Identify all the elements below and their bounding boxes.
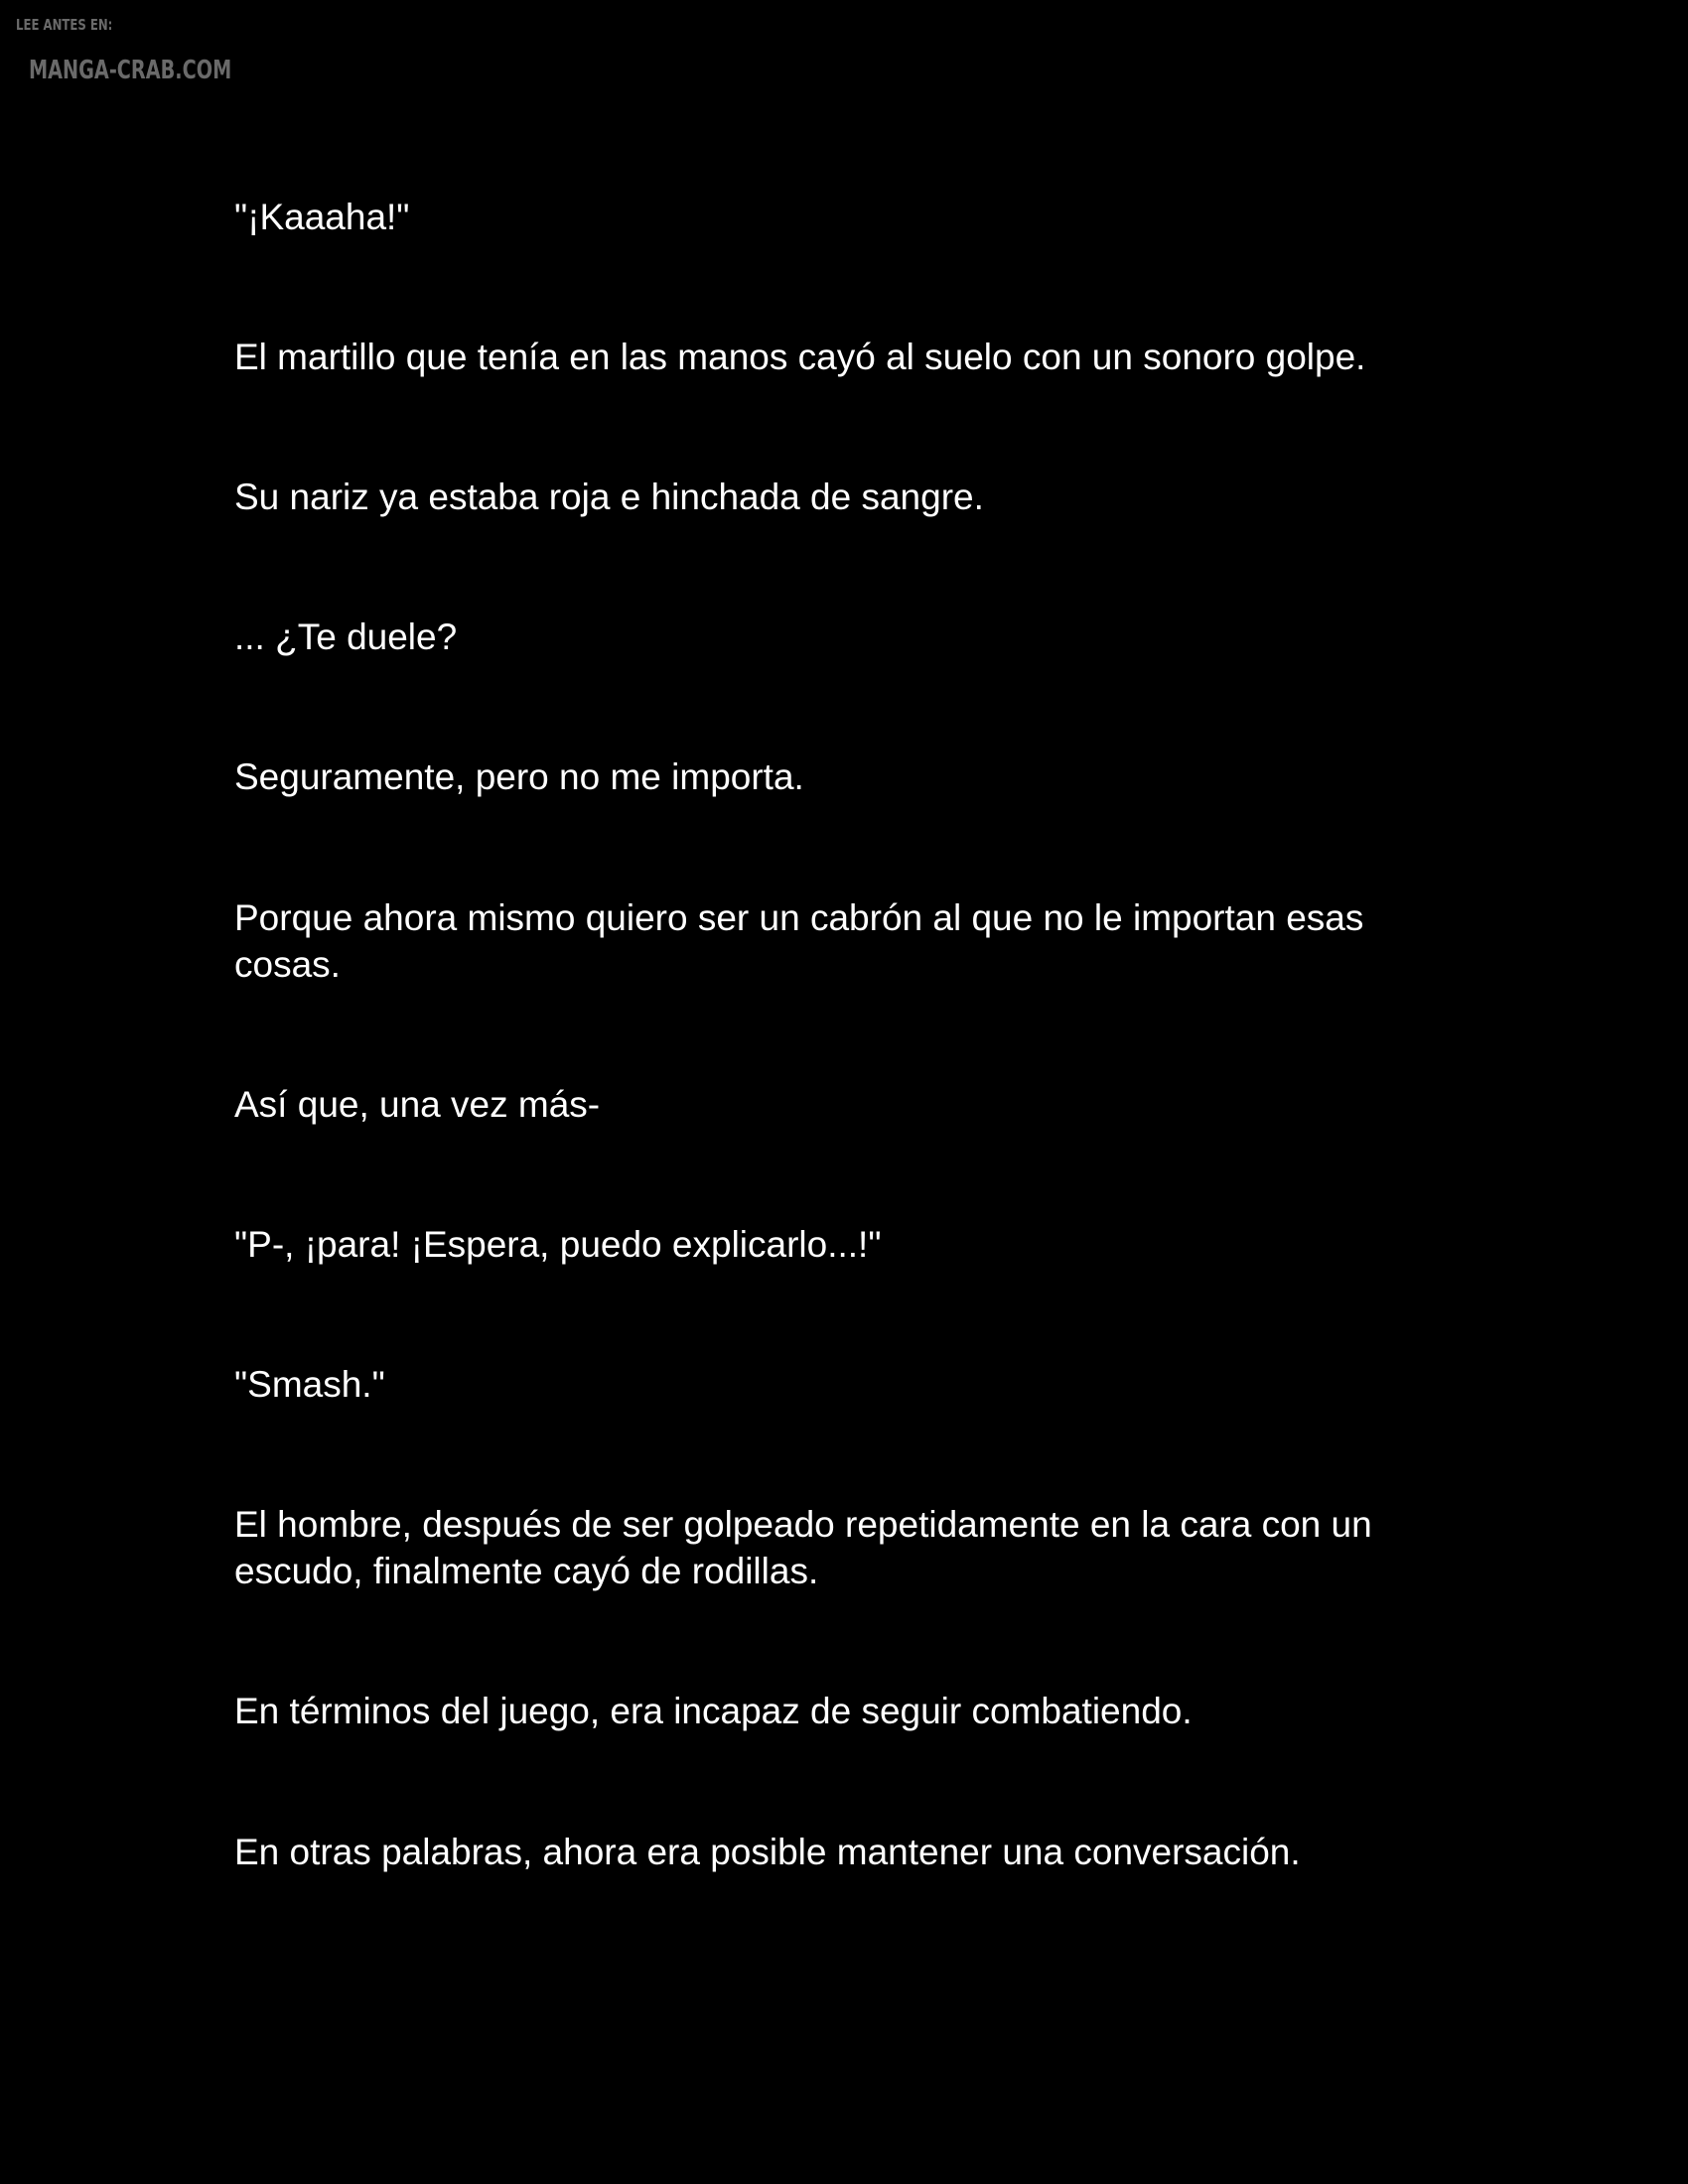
watermark-label: LEE ANTES EN: — [16, 16, 113, 34]
paragraph-7: Así que, una vez más- — [234, 1084, 601, 1125]
paragraph-1: "¡Kaaaha!" — [234, 197, 410, 237]
paragraph-8: "P-, ¡para! ¡Espera, puedo explicarlo...!" — [234, 1224, 882, 1265]
paragraph-10: El hombre, después de ser golpeado repetidamente en la cara con un escudo, finalmente cayó de rodillas. — [234, 1504, 1372, 1591]
paragraph-12: En otras palabras, ahora era posible mantener una conversación. — [234, 1832, 1301, 1872]
watermark-site: MANGA-CRAB.COM — [29, 56, 232, 85]
paragraph-6: Porque ahora mismo quiero ser un cabrón al que no le importan esas cosas. — [234, 897, 1364, 985]
paragraph-4: ... ¿Te duele? — [234, 616, 458, 657]
paragraph-5: Seguramente, pero no me importa. — [234, 756, 804, 797]
paragraph-9: "Smash." — [234, 1364, 385, 1405]
paragraph-2: El martillo que tenía en las manos cayó al suelo con un sonoro golpe. — [234, 337, 1366, 377]
paragraph-3: Su nariz ya estaba roja e hinchada de sangre. — [234, 477, 984, 517]
paragraph-11: En términos del juego, era incapaz de seguir combatiendo. — [234, 1691, 1193, 1731]
